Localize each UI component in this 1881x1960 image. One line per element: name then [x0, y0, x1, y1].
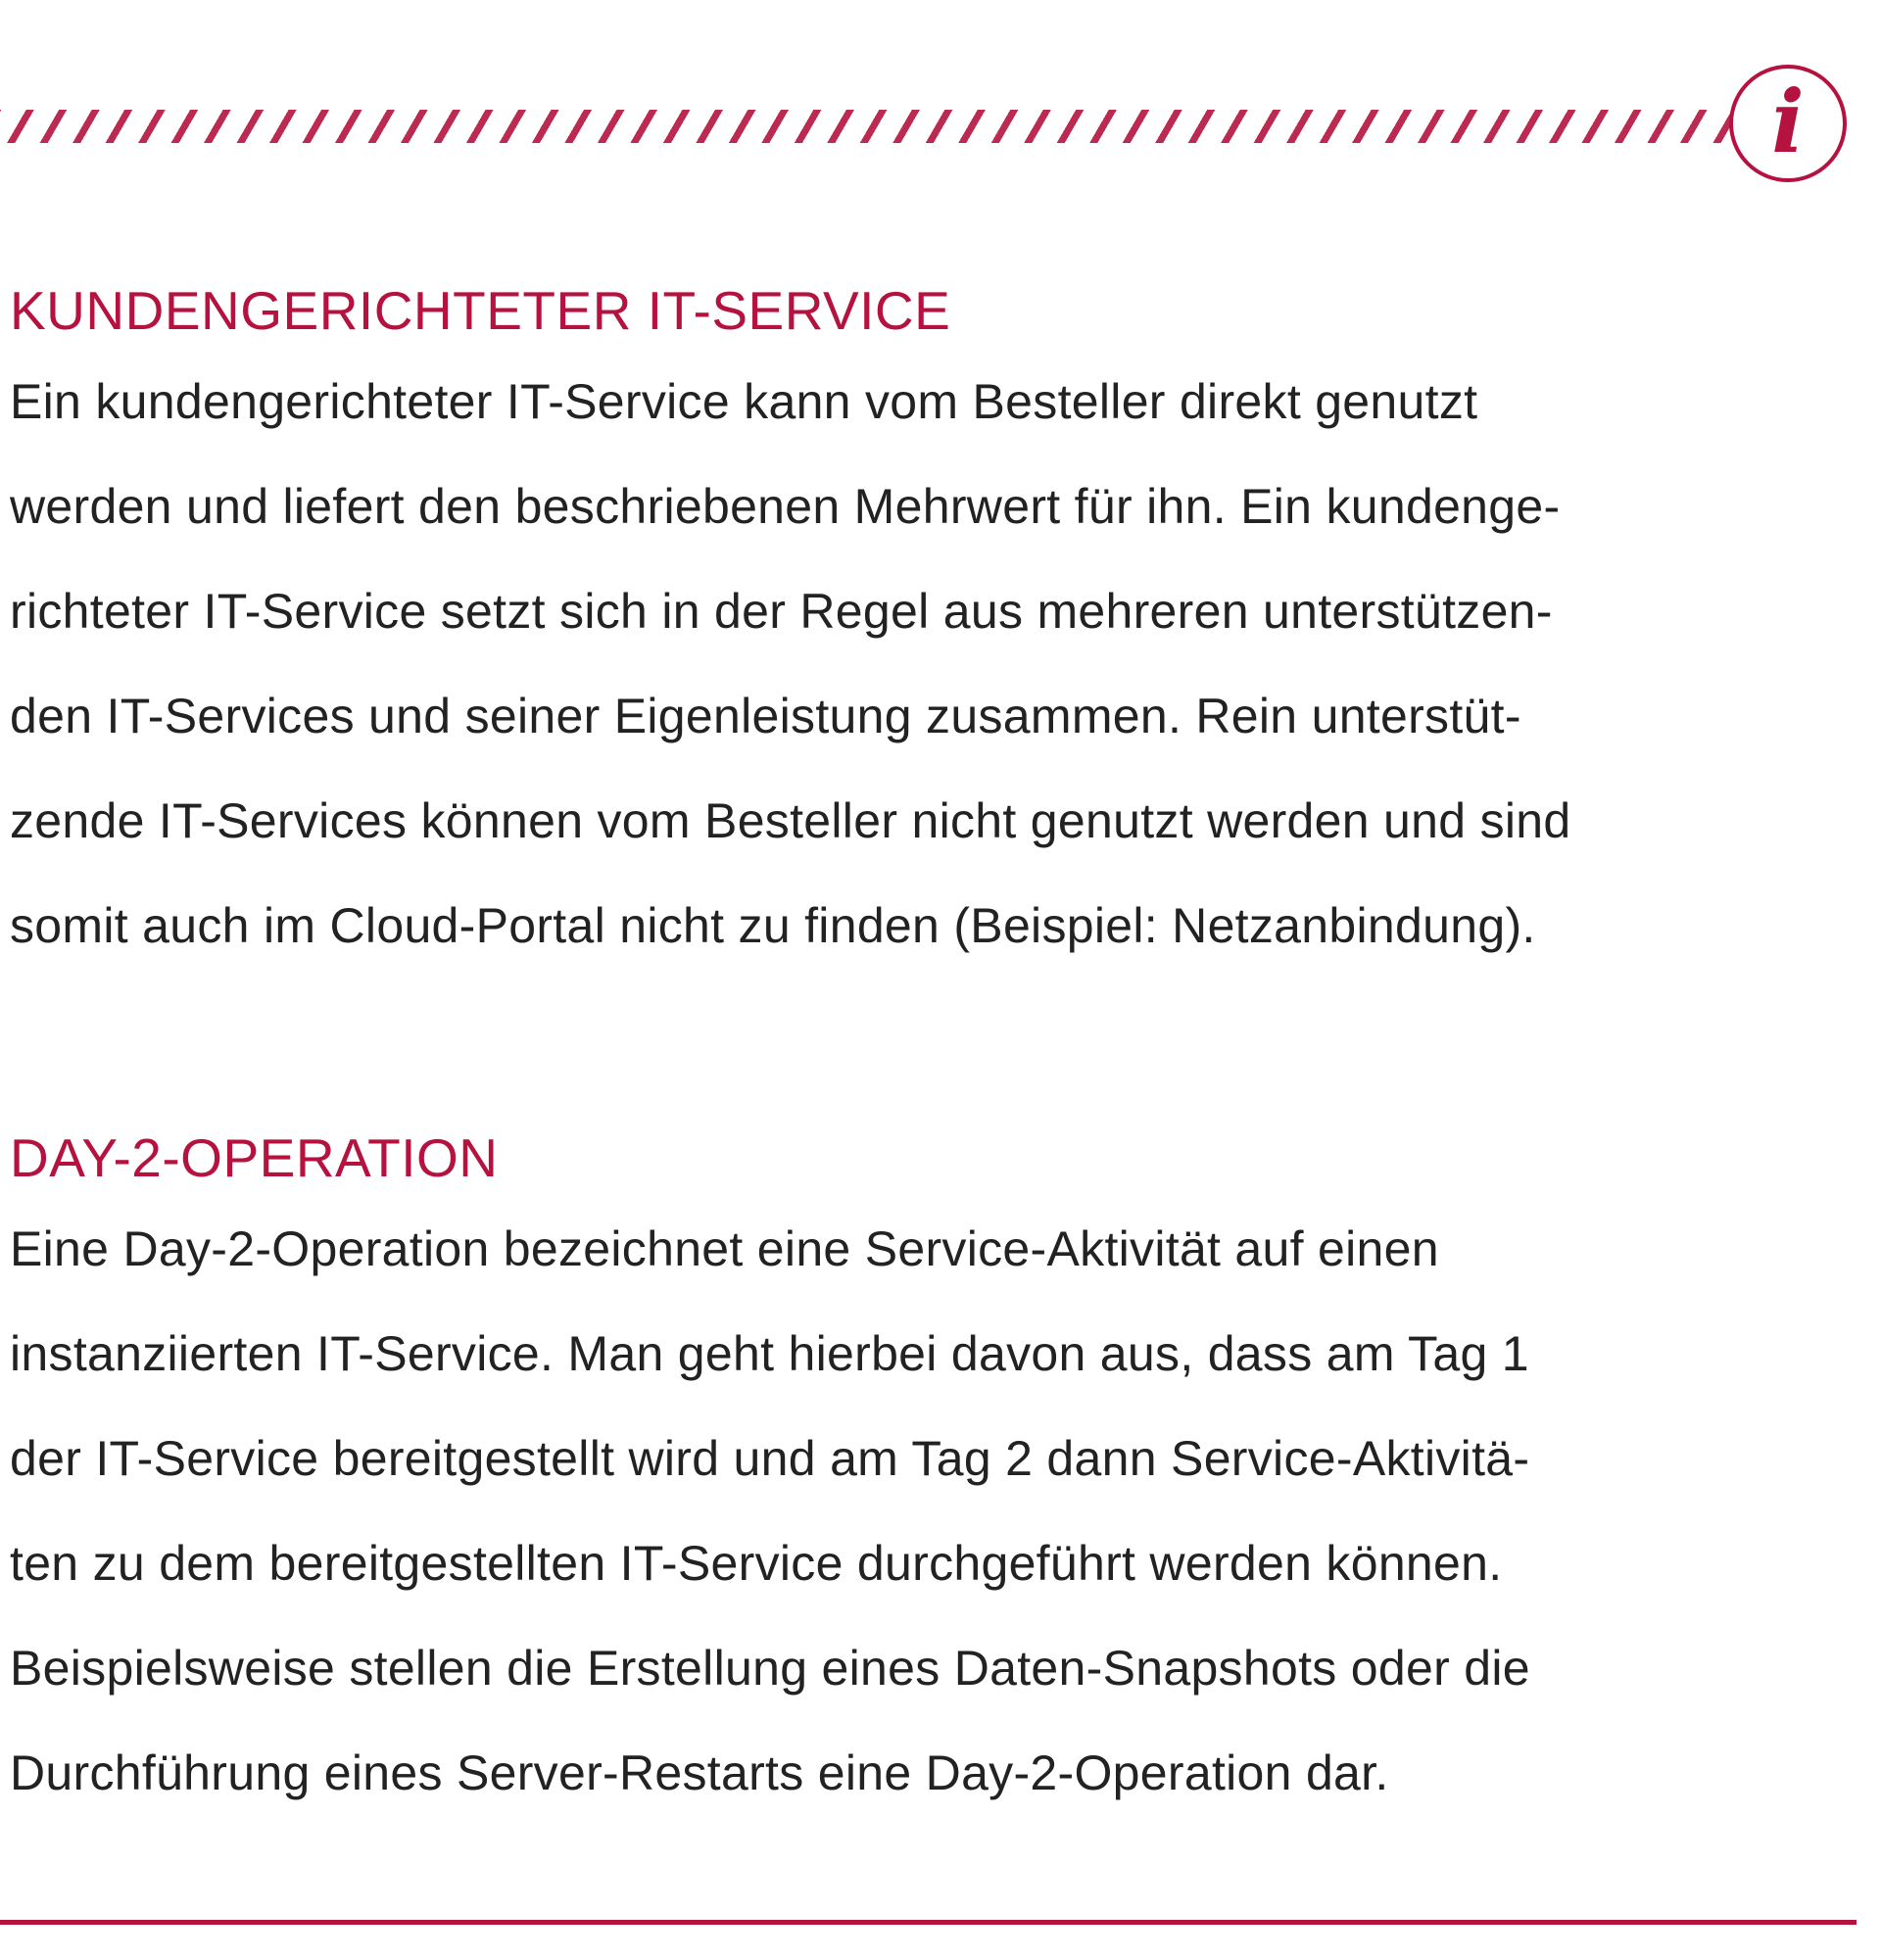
body-line: Ein kundengerichteter IT-Service kann vom Besteller direkt genutzt [10, 374, 1478, 429]
bottom-rule [0, 1920, 1857, 1925]
section-heading: DAY-2-OPERATION [10, 1127, 499, 1188]
body-line: Eine Day-2-Operation bezeichnet eine Service-Aktivität auf einen [10, 1221, 1439, 1276]
body-line: zende IT-Services können vom Besteller nicht genutzt werden und sind [10, 793, 1571, 848]
body-line: somit auch im Cloud-Portal nicht zu finden (Beispiel: Netzanbindung). [10, 898, 1536, 953]
body-line: instanziierten IT-Service. Man geht hierbei davon aus, dass am Tag 1 [10, 1326, 1529, 1381]
section-day-2-operation [10, 1126, 1861, 1826]
body-line: Durchführung eines Server-Restarts eine Day-2-Operation dar. [10, 1745, 1389, 1800]
body-line: den IT-Services und seiner Eigenleistung zusammen. Rein unterstüt- [10, 689, 1521, 743]
section-kundengerichteter-it-service [10, 279, 1861, 979]
body-line: der IT-Service bereitgestellt wird und am Tag 2 dann Service-Aktivitä- [10, 1431, 1530, 1486]
info-glyph: i [1771, 71, 1805, 172]
section-heading: KUNDENGERICHTETER IT-SERVICE [10, 280, 951, 341]
body-line: Beispielsweise stellen die Erstellung eines Daten-Snapshots oder die [10, 1641, 1530, 1696]
body-line: ten zu dem bereitgestellten IT-Service durchgeführt werden können. [10, 1536, 1503, 1591]
striped-divider [0, 110, 1732, 143]
info-icon [1729, 65, 1847, 182]
body-line: richteter IT-Service setzt sich in der Regel aus mehreren unterstützen- [10, 584, 1553, 639]
body-line: werden und liefert den beschriebenen Mehrwert für ihn. Ein kundenge- [10, 479, 1561, 534]
